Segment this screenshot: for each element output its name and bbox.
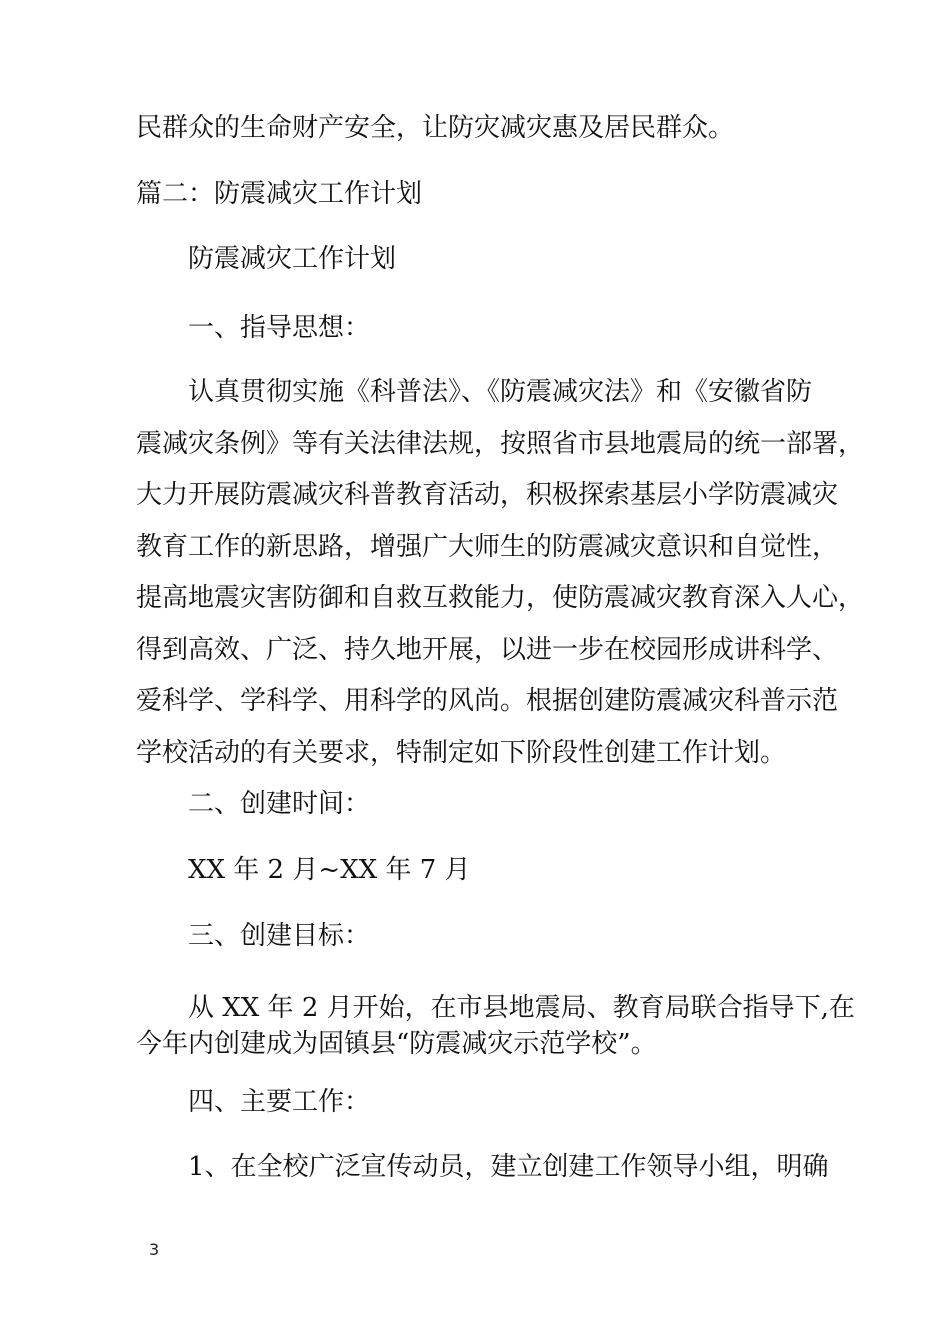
paragraph-line: 震减灾条例》等有关法律法规，按照省市县地震局的统一部署， bbox=[136, 428, 865, 459]
section-heading: 三、创建目标： bbox=[188, 921, 371, 951]
section-heading: 一、指导思想： bbox=[188, 313, 371, 343]
paragraph-line: 提高地震灾害防御和自救互救能力，使防震减灾教育深入人心， bbox=[136, 583, 865, 613]
paragraph-line: 1、在全校广泛宣传动员，建立创建工作领导小组，明确 bbox=[188, 1152, 829, 1182]
section-heading: 篇二：防震减灾工作计划 bbox=[136, 179, 423, 209]
paragraph-line: 教育工作的新思路，增强广大师生的防震减灾意识和自觉性， bbox=[136, 531, 839, 562]
paragraph-line: 认真贯彻实施《科普法》、《防震减灾法》和《安徽省防 bbox=[188, 377, 813, 407]
section-heading: 二、创建时间： bbox=[188, 789, 371, 819]
paragraph-line: 得到高效、广泛、持久地开展，以进一步在校园形成讲科学、 bbox=[136, 634, 839, 665]
paragraph-line: 民群众的生命财产安全，让防灾减灾惠及居民群众。 bbox=[136, 113, 735, 143]
page-number: 3 bbox=[149, 1240, 160, 1259]
paragraph-line: 大力开展防震减灾科普教育活动，积极探索基层小学防震减灾 bbox=[136, 480, 839, 510]
paragraph-line: 学校活动的有关要求，特制定如下阶段性创建工作计划。 bbox=[136, 737, 787, 768]
section-heading: 四、主要工作： bbox=[188, 1087, 371, 1117]
paragraph bbox=[136, 374, 865, 786]
date-range: XX 年 2 月~XX 年 7 月 bbox=[188, 855, 471, 885]
document-title: 防震减灾工作计划 bbox=[188, 244, 397, 274]
paragraph-line: 从 XX 年 2 月开始，在市县地震局、教育局联合指导下,在 bbox=[188, 993, 855, 1023]
paragraph bbox=[136, 990, 856, 1062]
paragraph-line: 爱科学、学科学、用科学的风尚。根据创建防震减灾科普示范 bbox=[136, 686, 839, 716]
paragraph-line: 今年内创建成为固镇县“防震减灾示范学校”。 bbox=[136, 1029, 657, 1059]
